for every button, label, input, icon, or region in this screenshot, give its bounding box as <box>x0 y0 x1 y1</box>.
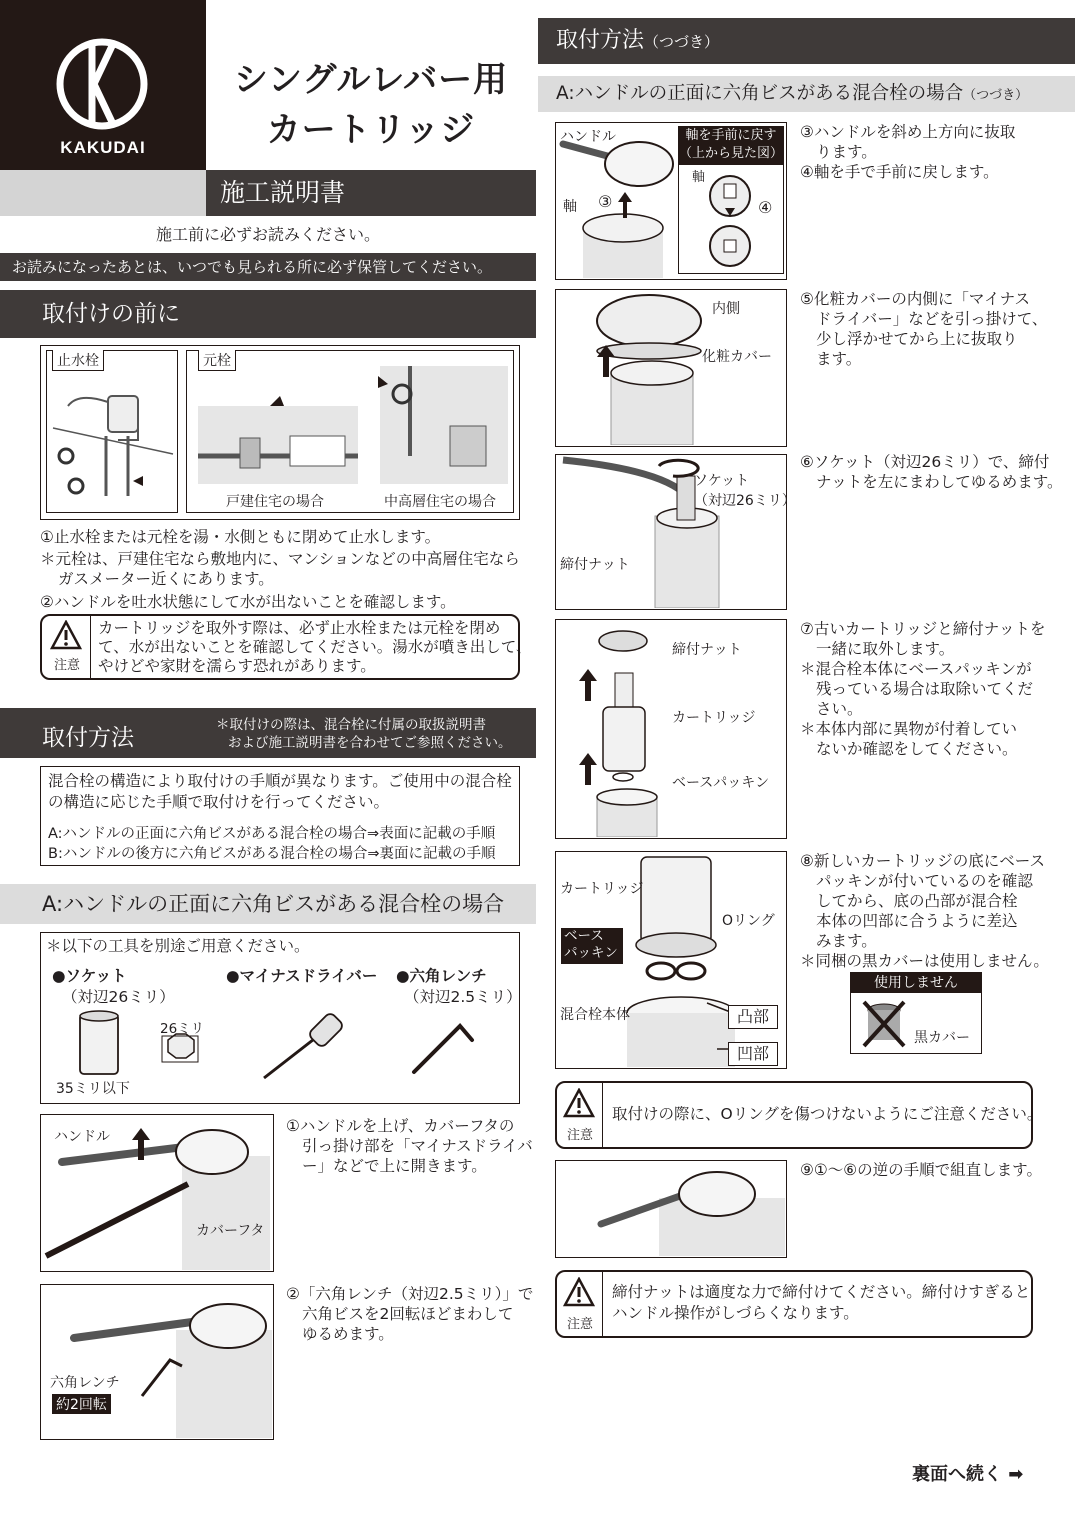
step5-line4: ます。 <box>816 350 862 368</box>
step4-shaft-label: 軸 <box>692 170 706 185</box>
step4-number: ④ <box>758 198 773 217</box>
right-subheading-sub: （つづき） <box>963 88 1029 103</box>
step7-note2b: ないか確認をしてください。 <box>816 740 1018 758</box>
before-note1: ＊元栓は、戸建住宅なら敷地内に、マンションなどの中高層住宅なら <box>40 550 520 568</box>
step2-wrench-label: 六角レンチ <box>50 1375 120 1391</box>
step3-handle-label: ハンドル <box>560 129 616 145</box>
step3-shaft-label: 軸 <box>563 199 577 215</box>
right-caution1-divider <box>602 1083 603 1147</box>
step8-body-label: 混合栓本体 <box>560 1007 630 1023</box>
step8-line3: してから、底の凸部が混合栓 <box>816 892 1018 910</box>
method-note-line2: および施工説明書を合わせてご参照ください。 <box>228 735 512 751</box>
tool-hex-wrench-sub: （対辺2.5ミリ） <box>404 988 522 1006</box>
step6-socket-sub: （対辺26ミリ） <box>694 493 796 509</box>
method-case-b: B:ハンドルの後方に六角ビスがある混合栓の場合⇒裏面に記載の手順 <box>48 846 496 862</box>
step6-line2: ナットを左にまわしてゆるめます。 <box>816 473 1063 491</box>
caution-line1: カートリッジを取外す際は、必ず止水栓または元栓を閉め <box>98 619 501 637</box>
warning-triangle-icon <box>50 620 82 650</box>
step7-base-packing-label: ベースパッキン <box>672 775 770 791</box>
step8-oring-label: Oリング <box>722 913 775 929</box>
step7-line2: 一緒に取外します。 <box>816 640 955 658</box>
right-caution1-text: 取付けの際に、Oリングを傷つけないようにご注意ください。 <box>612 1105 1043 1123</box>
right-subheading-text: A:ハンドルの正面に六角ビスがある混合栓の場合 <box>556 83 964 104</box>
main-valve-illustration-icon <box>190 366 512 486</box>
step8-concave-label: 凹部 <box>728 1042 778 1066</box>
caution-divider <box>90 616 91 678</box>
step1-cover-label: カバーフタ <box>196 1223 265 1239</box>
caution-label: 注意 <box>53 658 80 673</box>
right-caution1-label: 注意 <box>566 1128 593 1143</box>
step7-nut-label: 締付ナット <box>672 642 742 658</box>
before-note1b: ガスメーター近くにあります。 <box>58 570 274 588</box>
dim-35mm: 35ミリ以下 <box>56 1081 130 1097</box>
step2-line1: ②「六角レンチ（対辺2.5ミリ）」で <box>286 1285 534 1303</box>
before-step1: ①止水栓または元栓を湯・水側ともに閉めて止水します。 <box>40 528 441 546</box>
step4-inset-title-line1: 軸を手前に戻す <box>685 128 777 143</box>
step2-line2: 六角ビスを2回転ほどまわして <box>302 1305 514 1323</box>
step8-base-packing-badge <box>561 928 623 964</box>
step6-line1: ⑥ソケット（対辺26ミリ）で、締付 <box>800 453 1050 471</box>
method-case-a: A:ハンドルの正面に六角ビスがある混合栓の場合⇒表面に記載の手順 <box>48 826 496 842</box>
step1-line2: 引っ掛け部を「マイナスドライバ <box>302 1137 533 1155</box>
method-note-line1: ＊取付けの際は、混合栓に付属の取扱説明書 <box>216 717 486 733</box>
method-intro-line1: 混合栓の構造により取付けの手順が異なります。ご使用中の混合栓 <box>48 772 512 790</box>
step8-base-line1: ベース <box>564 928 604 944</box>
step2-illustration-icon <box>42 1286 272 1438</box>
right-heading-text: 取付方法 <box>556 28 645 53</box>
step7-note2: ＊本体内部に異物が付着してい <box>800 720 1018 738</box>
step8-line5: みます。 <box>816 932 877 950</box>
step8-note1: ＊同梱の黒カバーは使用しません。 <box>800 952 1049 970</box>
step3-line2: ります。 <box>816 143 877 161</box>
step7-illustration-icon <box>557 621 687 837</box>
step8-convex-label: 凸部 <box>728 1005 778 1029</box>
house-case-caption: 戸建住宅の場合 <box>226 494 324 510</box>
main-valve-label: 元栓 <box>198 350 236 371</box>
black-cover-label: 黒カバー <box>914 1030 970 1046</box>
step8-line2: パッキンが付いているのを確認 <box>816 872 1033 890</box>
step9-line: ⑨①〜⑥の逆の手順で組直します。 <box>800 1161 1042 1179</box>
hex-wrench-icon <box>408 1018 478 1078</box>
read-first-note: 施工前に必ずお読みください。 <box>155 225 380 244</box>
continue-text: 裏面へ続く <box>912 1464 1002 1485</box>
tools-intro: ＊以下の工具を別途ご用意ください。 <box>46 937 310 955</box>
product-title-line2: カートリッジ <box>266 110 476 150</box>
brand-name: KAKUDAI <box>60 138 146 157</box>
step5-inner-label: 内側 <box>712 301 740 317</box>
step8-line4: 本体の凹部に合うように差込 <box>816 912 1018 930</box>
right-heading-sub: （つづき） <box>644 33 720 51</box>
step3-number: ③ <box>598 192 613 211</box>
right-caution2-label: 注意 <box>566 1317 593 1332</box>
step9-illustration-icon <box>557 1162 785 1256</box>
before-heading: 取付けの前に <box>0 290 536 338</box>
manual-label: 施工説明書 <box>206 170 536 216</box>
step5-cover-label: 化粧カバー <box>702 349 772 365</box>
tool-socket-sub: （対辺26ミリ） <box>62 988 175 1006</box>
step4-line: ④軸を手で手前に戻します。 <box>800 163 999 181</box>
step4-top-view-icon <box>700 170 780 274</box>
product-title-line1: シングルレバー用 <box>233 60 509 100</box>
not-used-label: 使用しません <box>851 973 981 993</box>
step1-line3: ー」などで上に開きます。 <box>302 1157 487 1175</box>
method-heading: 取付方法 <box>0 708 536 758</box>
before-step2: ②ハンドルを吐水状態にして水が出ないことを確認します。 <box>40 593 456 611</box>
step7-line1: ⑦古いカートリッジと締付ナットを <box>800 620 1046 638</box>
step8-line1: ⑧新しいカートリッジの底にベース <box>800 852 1046 870</box>
tool-hex-wrench: ●六角レンチ <box>396 967 487 985</box>
step7-note1c: さい。 <box>816 700 863 718</box>
black-cover-crossed-icon <box>860 998 908 1050</box>
step6-nut-label: 締付ナット <box>560 557 630 573</box>
right-caution2-divider <box>602 1272 603 1336</box>
method-intro-line2: の構造に応じた手順で取付けを行ってください。 <box>48 793 390 811</box>
kakudai-logo-icon <box>54 36 150 132</box>
step5-line2: ドライバー」などを引っ掛けて、 <box>816 310 1048 328</box>
caution-line3: やけどや家財を濡らす恐れがあります。 <box>98 657 376 675</box>
step8-cartridge-label: カートリッジ <box>560 881 644 897</box>
step5-line1: ⑤化粧カバーの内側に「マイナス <box>800 290 1030 308</box>
screwdriver-icon <box>258 1008 354 1084</box>
caution-line2: て、水が出ないことを確認してください。湯水が噴き出して、 <box>98 638 532 656</box>
step5-line3: 少し浮かせてから上に抜取り <box>816 330 1018 348</box>
right-heading <box>538 18 1075 64</box>
tool-socket: ●ソケット <box>52 967 127 985</box>
tool-screwdriver: ●マイナスドライバー <box>226 967 378 985</box>
warning-triangle-icon <box>563 1277 595 1307</box>
section-a-heading: A:ハンドルの正面に六角ビスがある混合栓の場合 <box>0 884 536 924</box>
right-caution2-line2: ハンドル操作がしづらくなります。 <box>612 1304 859 1322</box>
step6-illustration-icon <box>557 456 785 608</box>
step4-inset-title <box>679 127 783 165</box>
manual-band-gray <box>0 170 206 216</box>
step7-cartridge-label: カートリッジ <box>672 710 756 726</box>
step1-handle-label: ハンドル <box>54 1129 110 1145</box>
step3-line1: ③ハンドルを斜め上方向に抜取 <box>800 123 1016 141</box>
keep-note: お読みになったあとは、いつでも見られる所に必ず保管してください。 <box>0 253 536 281</box>
step5-illustration-icon <box>557 291 707 445</box>
arrow-right-icon: ➡ <box>1002 1464 1024 1485</box>
step2-line3: ゆるめます。 <box>302 1325 394 1343</box>
step7-note1b: 残っている場合は取除いてくだ <box>816 680 1034 698</box>
stop-valve-label: 止水栓 <box>52 350 104 371</box>
step8-base-line2: パッキン <box>564 945 618 961</box>
step4-inset-title-line2: （上から見た図） <box>679 146 784 161</box>
step7-note1: ＊混合栓本体にベースパッキンが <box>800 660 1032 678</box>
apartment-case-caption: 中高層住宅の場合 <box>384 494 496 510</box>
right-caution2-line1: 締付ナットは適度な力で締付けてください。締付けすぎると <box>612 1283 1031 1301</box>
dim-26mm: 26ミリ <box>160 1021 205 1037</box>
step1-line1: ①ハンドルを上げ、カバーフタの <box>286 1117 515 1135</box>
step2-turns-badge: 約2回転 <box>52 1394 111 1414</box>
step6-socket-label: ソケット <box>694 473 750 489</box>
warning-triangle-icon <box>563 1088 595 1118</box>
stop-valve-illustration-icon <box>48 366 176 511</box>
right-subheading <box>538 76 1075 112</box>
continue-note <box>912 1460 1023 1486</box>
